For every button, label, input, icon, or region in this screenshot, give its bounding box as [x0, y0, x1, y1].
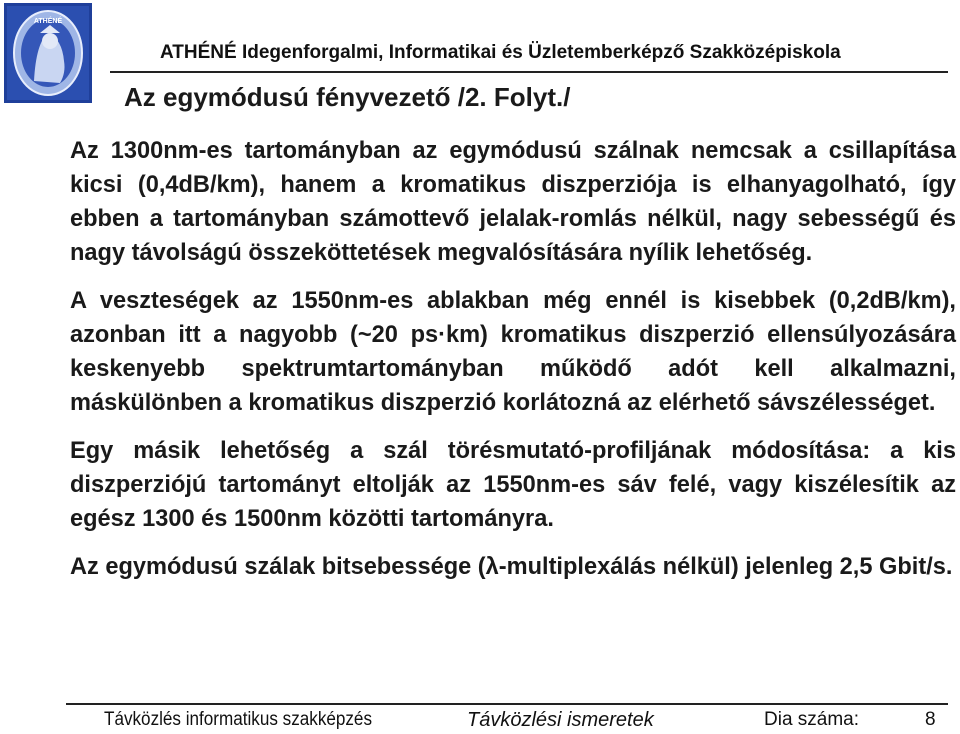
header-divider	[110, 71, 948, 73]
school-name: ATHÉNÉ Idegenforgalmi, Informatikai és Üzletemberképző Szakközépiskola	[160, 42, 841, 63]
footer-course: Távközlés informatikus szakképzés	[104, 709, 373, 730]
paragraph-4: Az egymódusú szálak bitsebessége (λ-multiplexálás nélkül) jelenleg 2,5 Gbit/s.	[70, 554, 953, 580]
athene-logo	[4, 3, 92, 103]
logo-text: ATHÉNÉ	[33, 18, 63, 25]
footer-subject: Távközlési ismeretek	[467, 709, 654, 731]
footer-slide-number: 8	[925, 709, 936, 730]
paragraph-3: Egy másik lehetőség a szál törésmutató-profiljának módosítása: a kis diszperziójú tartományt eltolják az 1550nm-es sáv felé, vagy kiszélesítik az egész 1300 és 1500nm közötti tartományra.	[70, 438, 956, 532]
slide-body	[70, 134, 956, 584]
slide-title: Az egymódusú fényvezető /2. Folyt./	[124, 82, 571, 112]
footer-slide-label: Dia száma:	[764, 709, 860, 730]
paragraph-2: A veszteségek az 1550nm-es ablakban még ennél is kisebbek (0,2dB/km), azonban itt a nagyobb (~20 ps·km) kromatikus diszperzió ellensúlyozására keskenyebb spektrumtartományban működő adót kell alkalmazni, máskülönben a kromatikus diszperzió korlátozná az elérhető sávszélességet.	[70, 288, 956, 416]
paragraph-1: Az 1300nm-es tartományban az egymódusú szálnak nemcsak a csillapítása kicsi (0,4dB/km), hanem a kromatikus diszperziója is elhanyagolható, így ebben a tartományban számottevő jelalak-romlás nélkül, nagy sebességű és nagy távolságú összeköttetések megvalósítására nyílik lehetőség.	[70, 138, 956, 266]
footer-divider	[66, 703, 948, 705]
